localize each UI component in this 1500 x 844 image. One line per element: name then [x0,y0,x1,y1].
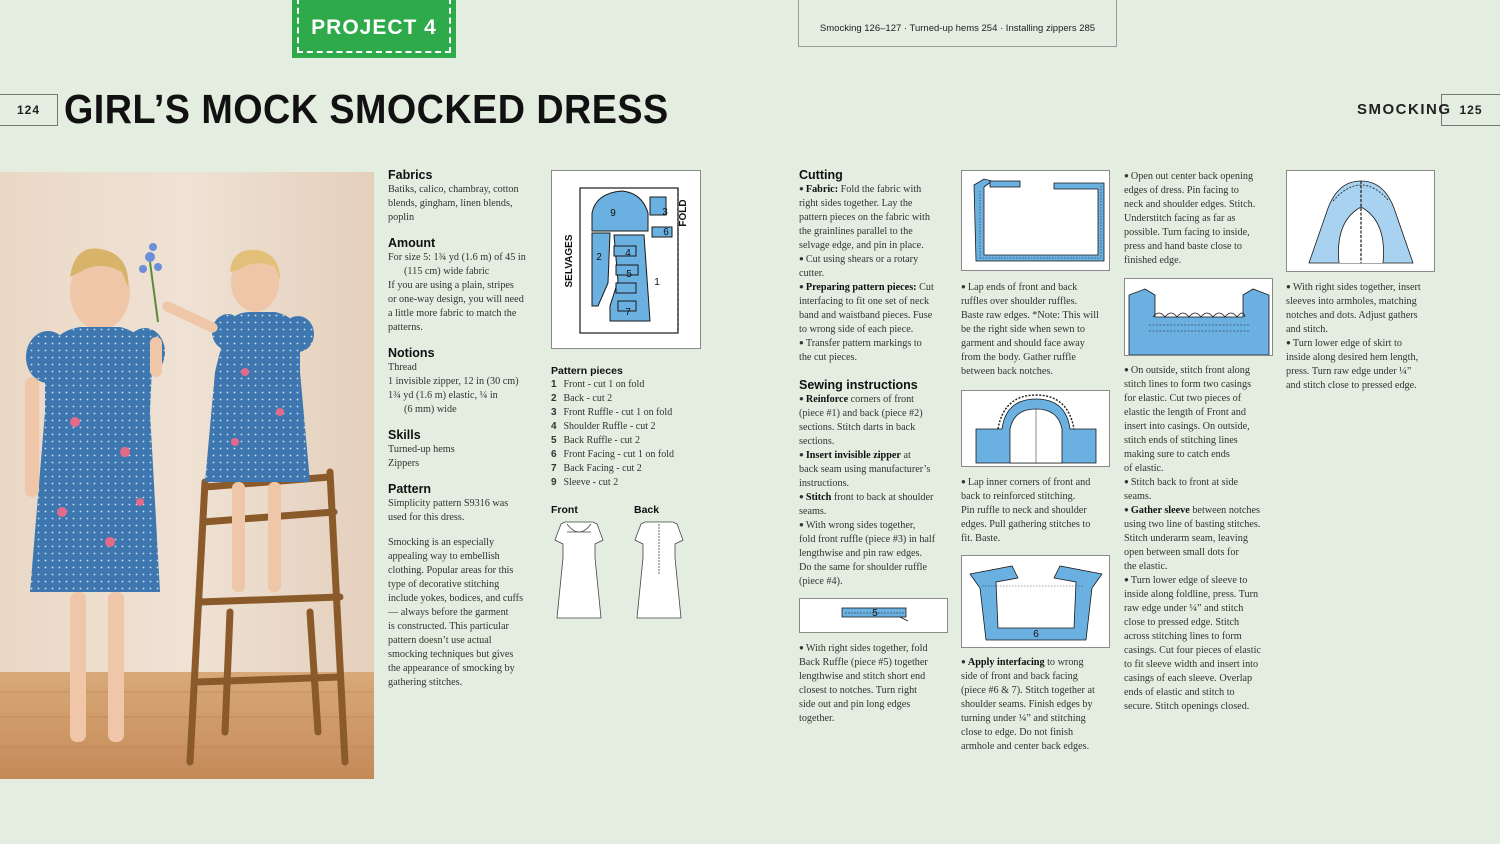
page-number-left [0,94,58,126]
pattern-line: used for this dress. [388,512,465,523]
piece-label: 3 [662,207,668,218]
piece-label: 6 [663,227,669,238]
list-item: 6 Front Facing - cut 1 on fold [551,449,675,460]
section-label: SMOCKING [1357,101,1452,118]
intro-line: the appearance of smocking by [388,663,515,674]
col4-text1: ● Open out center back opening edges of dress. Pin facing to neck and shoulder edges. Stitch. Understitch facing as far as possible. Turn facing to inside, press and hand baste close to finished edge. [1124,170,1276,268]
materials-column [388,168,540,690]
skills-line: Turned-up hems [388,444,455,455]
intro-line: — always before the garment [388,607,509,618]
list-item: 4 Shoulder Ruffle - cut 2 [551,421,656,432]
intro-line: smocking techniques but gives [388,649,514,660]
fold-label: FOLD [678,199,689,227]
notions-line: 1¾ yd (1.6 m) elastic, ¼ in [388,390,498,401]
page-number-left-text: 124 [16,103,41,117]
amount-line: patterns. [388,322,423,333]
casing-figure [1124,278,1273,356]
intro-line: Smocking is an especially [388,537,495,548]
fabrics-line: blends, gingham, linen blends, [388,198,513,209]
page-title: GIRL’S MOCK SMOCKED DRESS [64,86,669,132]
sewing-heading: Sewing instructions [799,378,918,392]
list-item: 5 Back Ruffle - cut 2 [551,435,640,446]
pattern-pieces-heading: Pattern pieces [551,365,623,377]
ruffle-piece-label: 5 [872,608,878,619]
list-item: 3 Front Ruffle - cut 1 on fold [551,407,673,418]
piece-label: 4 [625,248,631,259]
intro-line: pattern doesn’t use actual [388,635,492,646]
back-label: Back [634,504,660,516]
piece-label: 1 [654,277,660,288]
amount-line: (115 cm) wide fabric [404,266,490,277]
list-item: 9 Sleeve - cut 2 [551,477,619,488]
back-ruffle-text: ● With right sides together, fold Back Ruffle (piece #5) together lengthwise and stitch short end closest to notches. Turn right side out and pin long edges together. [799,642,949,726]
page-number-right-text: 125 [1459,103,1483,117]
fabrics-line: poplin [388,212,415,223]
amount-line: or one-way design, you will need [388,294,524,305]
facing-piece-label: 6 [1033,629,1039,640]
notions-heading: Notions [388,346,435,360]
photo-mother-daughter [0,172,374,779]
intro-line: include yokes, bodices, and cuffs [388,593,524,604]
amount-line: If you are using a plain, stripes [388,280,514,291]
cutting-heading: Cutting [799,168,843,182]
facing-figure [961,555,1110,648]
project-label: PROJECT 4 [311,16,437,39]
fabrics-line: Batiks, calico, chambray, cotton [388,184,519,195]
intro-line: is constructed. This particular [388,621,509,632]
list-item: 2 Back - cut 2 [551,393,613,404]
dress-sketches [545,518,705,622]
fabrics-heading: Fabrics [388,168,433,182]
cross-references: Smocking 126–127 · Turned-up hems 254 · Installing zippers 285 [798,0,1117,47]
intro-line: clothing. Popular areas for this [388,565,514,576]
skills-line: Zippers [388,458,420,469]
notions-line: (6 mm) wide [404,404,457,415]
intro-line: appealing way to embellish [388,551,500,562]
cutting-column: Cutting ● Fabric: Fold the fabric with right sides together. Lay the pattern pieces on the fabric with the grainlines parallel to the selvage edge, and pin in place. ● Cut using shears or a rotary cutter. ● Preparing pattern pieces: Cut interfacing to fit one set of neck band and waistband pieces. Fuse to wrong side of each piece. ● Transfer pattern markings to the cut pieces. Sewing instructions ● Reinforce corners of front (piece #1) and back (piece #2) sections. Stitch darts in back sections. ● Insert invisible zipper at back seam using manufacturer’s instructions. ● Stitch front to back at shoulder seams. ● With wrong sides together, fold front ruffle (piece #3) in half lengthwise and pin raw edges. Do the same for shoulder ruffle (piece #4). [799,168,949,589]
cutting-layout-diagram [551,170,701,349]
selvages-label: SELVAGES [564,234,575,288]
neck-ruffle-figure [961,390,1110,467]
amount-heading: Amount [388,236,436,250]
pattern-heading: Pattern [388,482,432,496]
front-label: Front [551,504,578,516]
piece-label: 7 [625,307,631,318]
notions-line: 1 invisible zipper, 12 in (30 cm) [388,376,519,387]
piece-label: 9 [610,208,616,219]
intro-line: gathering stitches. [388,677,463,688]
layout-svg [552,171,700,348]
amount-line: a little more fabric to match the [388,308,517,319]
col4-text2: ● On outside, stitch front along stitch lines to form two casings for elastic. Cut two pieces of elastic the length of Front and insert into casings. On outside, stitch ends of stitching lines making sure to catch ends of elastic. ● Stitch back to front at side seams. ● Gather sleeve between notches using two line of basting stitches. Stitch underarm seam, leaving open between small dots for the elastic. ● Turn lower edge of sleeve to inside along foldline, press. Turn raw edge under ¼” and stitch close to pressed edge. Stitch across stitching lines to form casings. Cut four pieces of elastic to fit sleeve width and insert into casings of each sleeve. Overlap ends of elastic and stitch to secure. Stitch openings closed. [1124,364,1276,714]
amount-line: For size 5: 1¾ yd (1.6 m) of 45 in [388,252,526,263]
list-item: 1 Front - cut 1 on fold [551,379,645,390]
back-ruffle-figure [799,598,948,633]
photo-illustration [0,172,374,779]
col3-text2: ● Lap inner corners of front and back to reinforced stitching. Pin ruffle to neck and shoulder edges. Pull gathering stitches to fit. Baste. [961,476,1113,546]
piece-label: 5 [626,269,632,280]
col5-text: ● With right sides together, insert sleeves into armholes, matching notches and dots. Adjust gathers and stitch. ● Turn lower edge of skirt to inside along desired hem length, press. Turn raw edge under ¼” and stitch close to pressed edge. [1286,281,1446,393]
pattern-line: Simplicity pattern S9316 was [388,498,509,509]
skills-heading: Skills [388,428,421,442]
project-tab [292,0,456,58]
col3-text3: ● Apply interfacing to wrong side of front and back facing (piece #6 & 7). Stitch together at shoulder seams. Finish edges by turning under ¼” and stitching close to edge. Do not finish armhole and center back edges. [961,656,1113,754]
col3-text1: ● Lap ends of front and back ruffles over shoulder ruffles. Baste raw edges. *Note: This will be the right side when sewn to garment and should face away from the body. Gather ruffle between back notches. [961,281,1113,379]
ruffle-frame-figure [961,170,1110,271]
intro-line: type of decorative stitching [388,579,500,590]
pattern-pieces-list [551,364,711,490]
sleeve-insert-figure [1286,170,1435,272]
notions-line: Thread [388,362,417,373]
piece-label: 2 [596,252,602,263]
list-item: 7 Back Facing - cut 2 [551,463,642,474]
